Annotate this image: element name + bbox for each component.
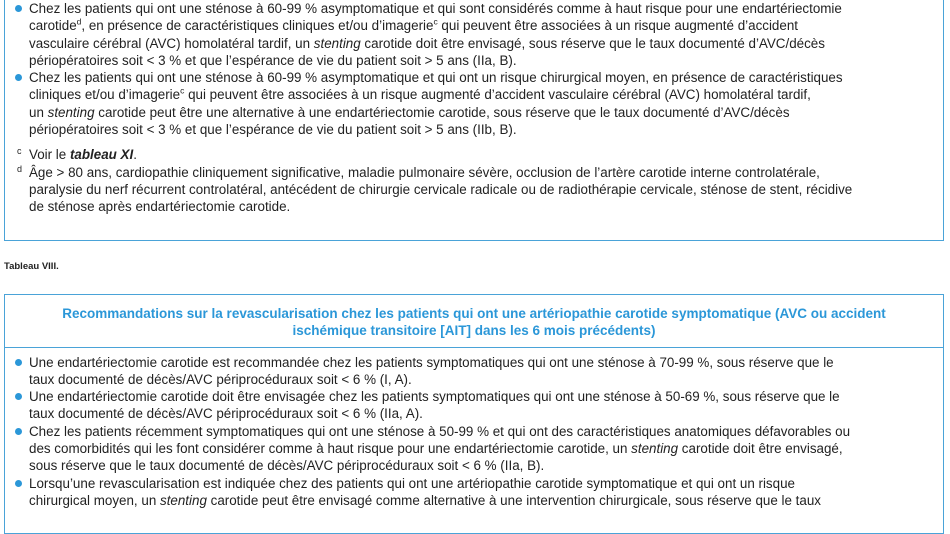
list-item: [5, 69, 943, 138]
list-item: Chez les patients récemment symptomatiques qui ont une sténose à 50-99 % et qui ont des caractéristiques anatomiques défavorables ou des comorbidités qui les font considérer comme à haut risque pour une endartériectomie carotide, un stenting carotide doit être envisagé, sous réserve que le taux documenté de décès/AVC périprocéduraux soit < 6 % (IIa, B).: [5, 423, 943, 475]
bullet-icon: [15, 393, 22, 400]
bullet-icon: [15, 428, 22, 435]
list-item: [5, 0, 943, 69]
item-line: Chez les patients qui ont une sténose à 60-99 % asymptomatique et qui sont considérés comme à haut risque pour une endartériectomie: [29, 1, 842, 16]
bullet-icon: [15, 5, 22, 12]
footnote-d: d Âge > 80 ans, cardiopathie cliniquement significative, maladie pulmonaire sévère, occlusion de l’artère carotide interne controlatérale, paralysie du nerf récurrent controlatéral, antécédent de chirurgie cervicale radicale ou de radiothérapie cervicale, sténose de stent, récidive de sténose après endartériectomie carotide.: [17, 163, 853, 215]
bullet-icon: [15, 74, 22, 81]
table-label: Tableau VIII.: [4, 261, 59, 272]
bullet-icon: [15, 480, 22, 487]
item-line: un stenting carotide peut être une alternative à une endartériectomie carotide, sous réserve que le taux documenté d’AVC/décès: [29, 104, 790, 120]
item-line: périopératoires soit < 3 % et que l’espérance de vie du patient soit > 5 ans (IIa, B).: [29, 52, 517, 68]
box-content: [5, 0, 943, 216]
bullet-icon: [15, 359, 22, 366]
recommendation-box-symptomatic: [4, 294, 944, 534]
list-item: Lorsqu’une revascularisation est indiquée chez des patients qui ont une artériopathie carotide symptomatique et qui ont un risque chirurgical moyen, un stenting carotide peut être envisagé comme alternative à une intervention chirurgicale, sous réserve que le taux: [5, 475, 943, 510]
box-header: Recommandations sur la revascularisation chez les patients qui ont une artériopathie carotide symptomatique (AVC ou accident ischémique transitoire [AIT] dans les 6 mois précédents): [5, 295, 943, 348]
list-item: Une endartériectomie carotide doit être envisagée chez les patients symptomatiques qui ont une sténose à 50-69 %, sous réserve que le taux documenté de décès/AVC périprocéduraux soit < 6 % (IIa, A).: [5, 388, 943, 423]
footnote-c: c Voir le tableau XI.: [17, 146, 137, 163]
item-line: cliniques et/ou d’imagerie$^c$ qui peuvent être associées à un risque augmenté d’accident vasculaire cérébral (AVC) homolatéral tardif,: [29, 86, 811, 103]
item-line: Chez les patients qui ont une sténose à 60-99 % asymptomatique et qui ont un risque chirurgical moyen, en présence de caractéristiques: [29, 70, 843, 86]
item-line: vasculaire cérébral (AVC) homolatéral tardif, un stenting carotide doit être envisagé, sous réserve que le taux documenté d’AVC/décès: [29, 35, 825, 51]
item-line: carotide$^d$, en présence de caractéristiques cliniques et/ou d’imagerie$^c$ qui peuvent être associées à un risque augmenté d’accident: [29, 16, 798, 34]
list-item: Une endartériectomie carotide est recommandée chez les patients symptomatiques qui ont une sténose à 70-99 %, sous réserve que le taux documenté de décès/AVC périprocéduraux soit < 6 % (I, A).: [5, 354, 943, 389]
recommendation-box-asymptomatic: [4, 0, 944, 241]
item-line: périopératoires soit < 3 % et que l’espérance de vie du patient soit > 5 ans (IIb, B).: [29, 122, 517, 138]
box-content: [5, 348, 943, 510]
